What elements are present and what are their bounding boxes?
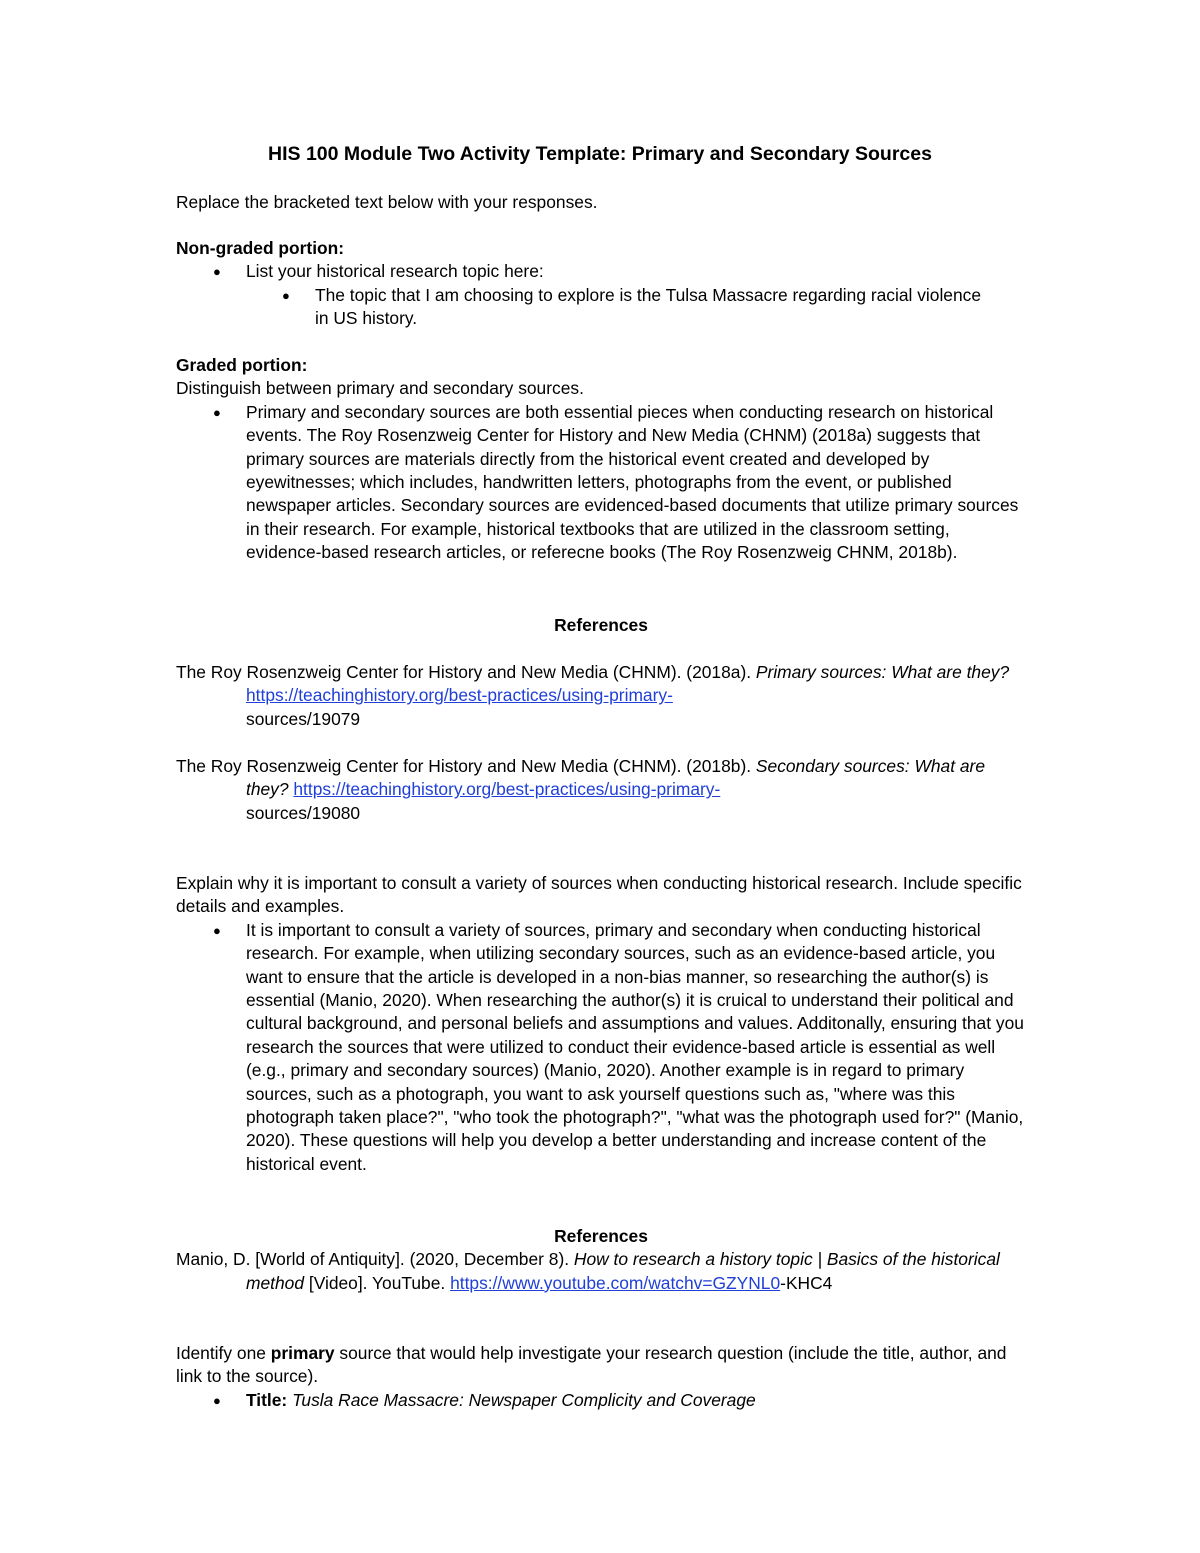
reference-entry-1 (176, 661, 1026, 731)
topic-prompt: List your historical research topic here: (246, 261, 544, 282)
reference-title: How to research a history topic | Basics of the historical method (246, 1249, 1000, 1293)
graded-prompt: Distinguish between primary and secondary sources. (176, 378, 584, 399)
primary-item-value: Tusla Race Massacre: Newspaper Complicity and Coverage (292, 1389, 756, 1410)
bullet-icon: ● (213, 1392, 221, 1408)
primary-prompt-bold: primary (270, 1343, 335, 1363)
primary-section (176, 1342, 1026, 1412)
reference-author: The Roy Rosenzweig Center for History and New Media (CHNM). (2018a). (176, 662, 752, 682)
reference-entry-2 (176, 755, 1026, 825)
bullet-icon: ● (213, 922, 221, 938)
list-item (176, 1389, 1026, 1412)
list-item (176, 260, 1026, 283)
instruction-text (176, 191, 1026, 214)
reference-text (176, 661, 1026, 731)
primary-item-label: Title: (246, 1389, 288, 1410)
reference-link-rest: sources/19079 (246, 708, 361, 729)
nongraded-section (176, 237, 1026, 331)
reference-link[interactable]: https://teachinghistory.org/best-practices/using-primary- (293, 779, 721, 800)
primary-prompt-post: source that would help investigate your research question (include the title, author, and link to the source). (176, 1343, 1007, 1387)
list-item (176, 919, 1026, 1176)
nongraded-heading: Non-graded portion: (176, 238, 345, 258)
primary-prompt-pre: Identify one (176, 1343, 266, 1363)
reference-text (176, 755, 1026, 825)
reference-title: Primary sources: What are they? (755, 662, 1010, 682)
reference-title: Secondary sources: What are they? (246, 756, 986, 800)
list-item (176, 284, 1026, 331)
graded-list (176, 401, 1026, 565)
reference-text (176, 1248, 1026, 1295)
reference-link[interactable]: https://teachinghistory.org/best-practices/using-primary- (246, 685, 673, 706)
reference-link-rest: sources/19080 (246, 802, 361, 823)
primary-list (176, 1389, 1026, 1412)
reference-author: The Roy Rosenzweig Center for History and New Media (CHNM). (2018b). (176, 756, 752, 776)
reference-author: Manio, D. [World of Antiquity]. (2020, December 8). (176, 1249, 570, 1270)
variety-answer: It is important to consult a variety of sources, primary and secondary when conducting historical research. For example, when utilizing secondary sources, such as an evidence-based article, you want to ensure that the article is developed in a non-bias manner, so researching the author(s) is essential (Manio, 2020). When researching the author(s) it is cruical to understand their political and cultural background, and personal beliefs and assumptions and values. Additonally, ensuring that you research the sources that were utilized to conduct their evidence-based article is essential as well (e.g., primary and secondary sources) (Manio, 2020). Another example is in regard to primary sources, such as a photograph, you want to ask yourself questions such as, "where was this photograph taken place?", "who took the photograph?", "what was the photograph used for?" (Manio, 2020). These questions will help you develop a better understanding and increase content of the historical event. (246, 919, 1024, 1174)
bullet-icon: ● (213, 404, 221, 420)
references-heading: References (554, 615, 648, 635)
bullet-icon: ● (282, 287, 290, 303)
references-section-1 (176, 614, 1026, 637)
instruction: Replace the bracketed text below with your responses. (176, 192, 598, 212)
bullet-icon: ● (213, 264, 221, 280)
primary-prompt (176, 1342, 1026, 1389)
references-heading: References (554, 1226, 648, 1246)
reference-link-rest: -KHC4 (780, 1272, 833, 1293)
nongraded-list (176, 260, 1026, 330)
list-item (176, 401, 1026, 565)
graded-section (176, 354, 1026, 565)
topic-answer: The topic that I am choosing to explore is the Tulsa Massacre regarding racial violence in US history. (315, 284, 982, 329)
variety-list (176, 919, 1026, 1176)
references-section-2 (176, 1225, 1026, 1295)
graded-answer: Primary and secondary sources are both essential pieces when conducting research on historical events. The Roy Rosenzweig Center for History and New Media (CHNM) (2018a) suggests that primary sources are materials directly from the historical event created and developed by eyewitnesses; which includes, handwritten letters, photographs from the event, or published newspaper articles. Secondary sources are evidenced-based documents that utilize primary sources in their research. For example, historical textbooks that are utilized in the classroom setting, evidence-based research articles, or referecne books (The Roy Rosenzweig CHNM, 2018b). (246, 401, 1019, 563)
reference-link[interactable]: https://www.youtube.com/watchv=GZYNL0 (450, 1272, 781, 1293)
document-title: HIS 100 Module Two Activity Template: Primary and Secondary Sources (268, 143, 932, 165)
reference-after-title: [Video]. YouTube. (308, 1272, 446, 1293)
graded-heading: Graded portion: (176, 355, 308, 375)
variety-prompt: Explain why it is important to consult a variety of sources when conducting historical research. Include specific details and examples. (176, 873, 1022, 917)
variety-section (176, 872, 1026, 1176)
